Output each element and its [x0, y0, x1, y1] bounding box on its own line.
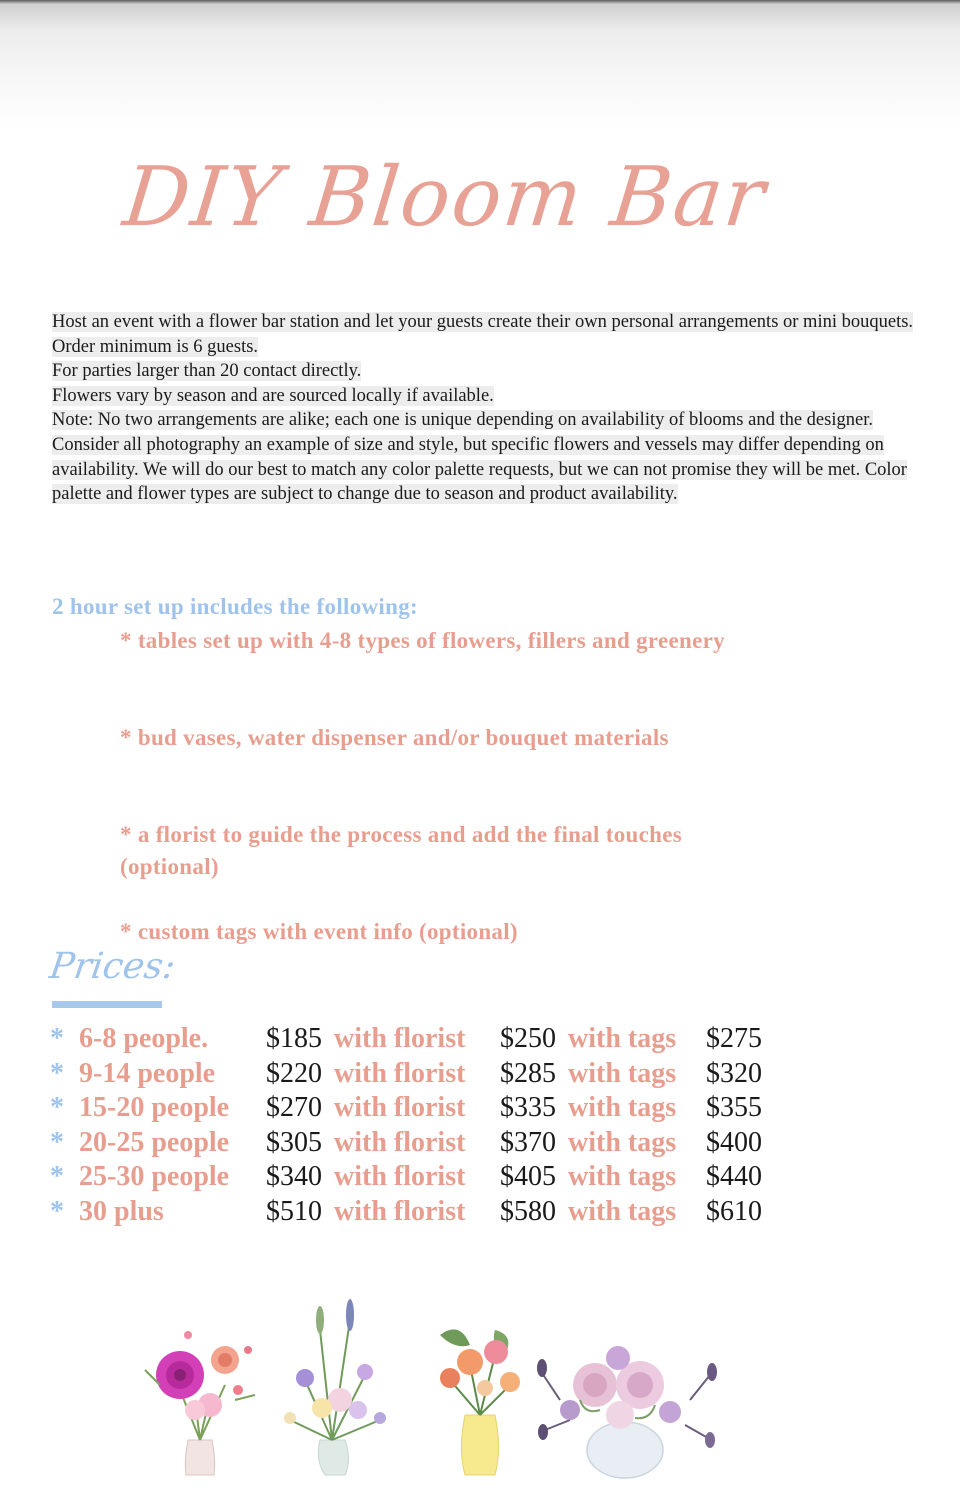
base-price: $270	[266, 1092, 322, 1123]
price-row	[50, 1022, 762, 1057]
base-price: $510	[266, 1195, 322, 1227]
prices-heading: Prices:	[47, 946, 178, 987]
people-range: 25-30 people	[79, 1161, 230, 1192]
florist-price: $405	[500, 1161, 556, 1192]
tags-price: $440	[706, 1161, 762, 1192]
florist-price: $285	[500, 1057, 556, 1089]
tags-label: with tags	[568, 1126, 677, 1158]
setup-heading: 2 hour set up includes the following:	[52, 594, 418, 619]
price-row	[50, 1195, 762, 1230]
intro-line-4: Flowers vary by season and are sourced locally if available.	[52, 385, 494, 406]
prices-underline	[52, 1001, 162, 1008]
people-range: 9-14 people	[79, 1057, 216, 1089]
intro-paragraph	[52, 408, 942, 506]
people-range: 30 plus	[79, 1195, 164, 1227]
intro-line-2: Order minimum is 6 guests.	[52, 336, 259, 357]
tags-label: with tags	[568, 1195, 677, 1227]
page-title: DIY Bloom Bar	[119, 150, 771, 245]
flower-illustrations	[140, 1290, 720, 1490]
bullet-star: *	[50, 1092, 64, 1123]
florist-label: with florist	[334, 1023, 466, 1054]
florist-label: with florist	[334, 1161, 466, 1192]
florist-price: $580	[500, 1195, 556, 1227]
pink-bouquet-vase-icon	[145, 1331, 255, 1475]
florist-label: with florist	[334, 1195, 466, 1227]
florist-price: $370	[500, 1126, 556, 1158]
people-range: 20-25 people	[79, 1126, 230, 1158]
base-price: $305	[266, 1126, 322, 1158]
florist-label: with florist	[334, 1092, 466, 1123]
florist-price: $335	[500, 1092, 556, 1123]
intro-text	[52, 310, 942, 507]
bullet-star: *	[50, 1161, 64, 1192]
setup-item-tables: * tables set up with 4-8 types of flowers, fillers and greenery	[120, 628, 725, 653]
top-shade	[0, 0, 960, 130]
base-price: $185	[266, 1023, 322, 1054]
price-row	[50, 1057, 762, 1092]
bullet-star: *	[50, 1023, 64, 1054]
people-range: 6-8 people.	[79, 1023, 209, 1054]
setup-item-vases: * bud vases, water dispenser and/or bouquet materials	[120, 725, 669, 750]
base-price: $340	[266, 1161, 322, 1192]
bullet-star: *	[50, 1195, 64, 1227]
yellow-vase-flowers-icon	[440, 1329, 520, 1475]
intro-paragraph	[52, 384, 942, 409]
price-row	[50, 1091, 762, 1126]
price-row	[50, 1160, 762, 1195]
intro-paragraph	[52, 359, 942, 384]
florist-label: with florist	[334, 1126, 466, 1158]
intro-paragraph	[52, 310, 942, 335]
bullet-star: *	[50, 1126, 64, 1158]
wildflower-bouquet-icon	[284, 1299, 386, 1475]
rose-bowl-arrangement-icon	[537, 1346, 717, 1478]
bullet-star: *	[50, 1057, 64, 1089]
setup-item-florist: * a florist to guide the process and add the final touches (optional)	[120, 822, 682, 879]
base-price: $220	[266, 1057, 322, 1089]
intro-note: Note: No two arrangements are alike; each one is unique depending on availability of blooms and the designer. Consider all photography an example of size and style, but specific flowers and vessels may differ depending on availability. We will do our best to match any color palette requests, but we can not promise they will be met. Color palette and flower types are subject to change due to season and product availability.	[52, 410, 907, 505]
tags-label: with tags	[568, 1161, 677, 1192]
tags-price: $400	[706, 1126, 762, 1158]
tags-label: with tags	[568, 1092, 677, 1123]
setup-item-tags: * custom tags with event info (optional)	[120, 919, 518, 944]
intro-line-1: Host an event with a flower bar station and let your guests create their own personal arrangements or mini bouquets.	[52, 312, 914, 332]
tags-price: $275	[706, 1023, 762, 1054]
price-table	[50, 1022, 762, 1229]
tags-price: $355	[706, 1092, 762, 1123]
intro-line-3: For parties larger than 20 contact directly.	[52, 361, 362, 382]
florist-label: with florist	[334, 1057, 466, 1089]
tags-price: $610	[706, 1195, 762, 1227]
tags-label: with tags	[568, 1057, 677, 1089]
intro-paragraph	[52, 335, 942, 360]
florist-price: $250	[500, 1023, 556, 1054]
tags-price: $320	[706, 1057, 762, 1089]
price-row	[50, 1126, 762, 1161]
people-range: 15-20 people	[79, 1092, 230, 1123]
tags-label: with tags	[568, 1023, 677, 1054]
